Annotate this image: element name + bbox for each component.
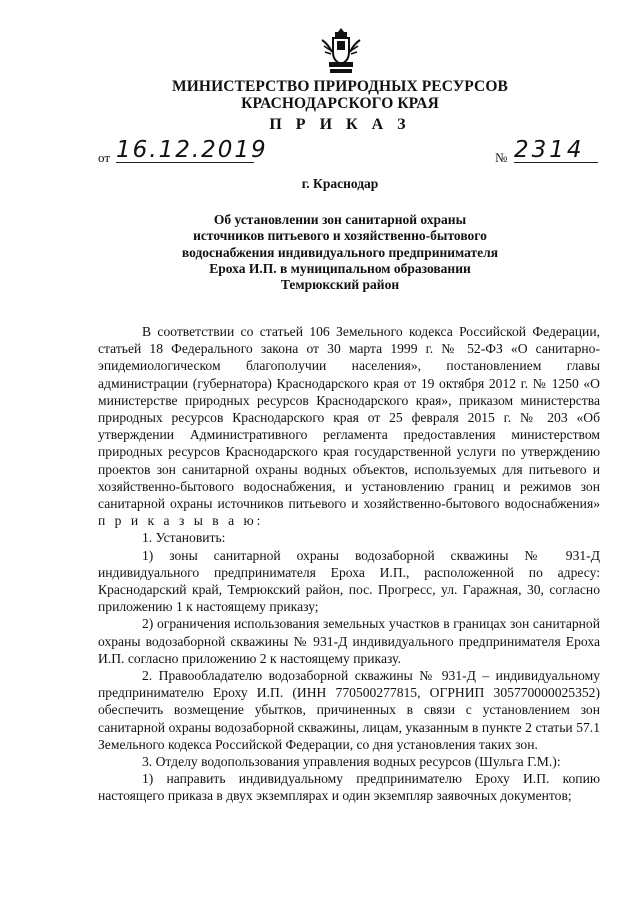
coat-of-arms-icon	[320, 26, 362, 76]
item-3: 3. Отделу водопользования управления водных ресурсов (Шульга Г.М.):	[142, 754, 561, 770]
subject-line: Ероха И.П. в муниципальном образовании	[209, 260, 471, 276]
subject-line: водоснабжения индивидуального предпринимателя	[181, 244, 499, 260]
item-3-1: 1) направить индивидуальному предпринимателю Ероху И.П. копию настоящего приказа в двух экземплярах и один экземпляр заявочных документов;	[98, 771, 600, 804]
order-title: П Р И К А З	[269, 116, 411, 133]
subject-line: Темрюкский район	[280, 277, 400, 293]
number-label: №	[495, 150, 508, 165]
order-date-handwritten: 16.12.2019	[116, 137, 268, 163]
ministry-name	[170, 78, 510, 112]
item-1-1: 1) зоны санитарной охраны водозаборной скважины № 931-Д индивидуального предпринимателя Ероха И.П., расположенной по адресу: Краснодарский край, Темрюкский район, пос. Прогресс, ул. Гаражная, 30, согласно приложению 1 к настоящему приказу;	[98, 547, 600, 615]
item-2: 2. Правообладателю водозаборной скважины № 931-Д – индивидуальному предпринимателю Ероху И.П. (ИНН 770500277815, ОГРНИП 305770000025352) обеспечить возмещение убытков, причиненных в связи с установлением зон санитарной охраны водозаборной скважины, лицам, указанным в пункте 2 статьи 57.1 Земельного кодекса Российской Федерации, со дня установления таких зон.	[98, 668, 600, 752]
item-1: 1. Установить:	[142, 530, 226, 546]
subject-line: Об установлении зон санитарной охраны	[213, 212, 467, 227]
preamble-text: В соответствии со статьей 106 Земельного кодекса Российской Федерации, статьей 18 Федерального закона от 30 марта 1999 г. № 52-ФЗ «О санитарно-эпидемиологическом благополучии населения», постановлением главы администрации (губернатора) Краснодарского края от 19 октября 2012 г. № 1250 «О министерстве природных ресурсов Краснодарского края», приказом министерства природных ресурсов Краснодарского края от 25 февраля 2015 г. № 203 «Об утверждении Административного регламента предоставления министерством природных ресурсов Краснодарского края государственной услуги по утверждению проектов зон санитарной охраны водных объектов, используемых для питьевого и хозяйственно-бытового водоснабжения, и установлению границ и режимов зон санитарной охраны источников питьевого и хозяйственно-бытового водоснабжения»	[98, 324, 600, 512]
ministry-name-line1: МИНИСТЕРСТВО ПРИРОДНЫХ РЕСУРСОВ	[172, 78, 508, 95]
subject-line: источников питьевого и хозяйственно-бытового	[193, 228, 487, 244]
ministry-name-line2: КРАСНОДАРСКОГО КРАЯ	[241, 95, 439, 112]
preamble-paragraph	[98, 323, 600, 529]
order-number-handwritten: 2314	[514, 138, 598, 163]
date-label: от	[98, 150, 111, 165]
item-1-2: 2) ограничения использования земельных участков в границах зон санитарной охраны водозаборной скважины № 931-Д индивидуального предпринимателя Ероха И.П. согласно приложению 2 к настоящему приказу.	[98, 616, 600, 666]
order-body	[98, 323, 600, 805]
city-label: г. Краснодар	[301, 176, 379, 191]
decree-word: п р и к а з ы в а ю:	[98, 513, 264, 529]
order-subject	[150, 212, 530, 293]
